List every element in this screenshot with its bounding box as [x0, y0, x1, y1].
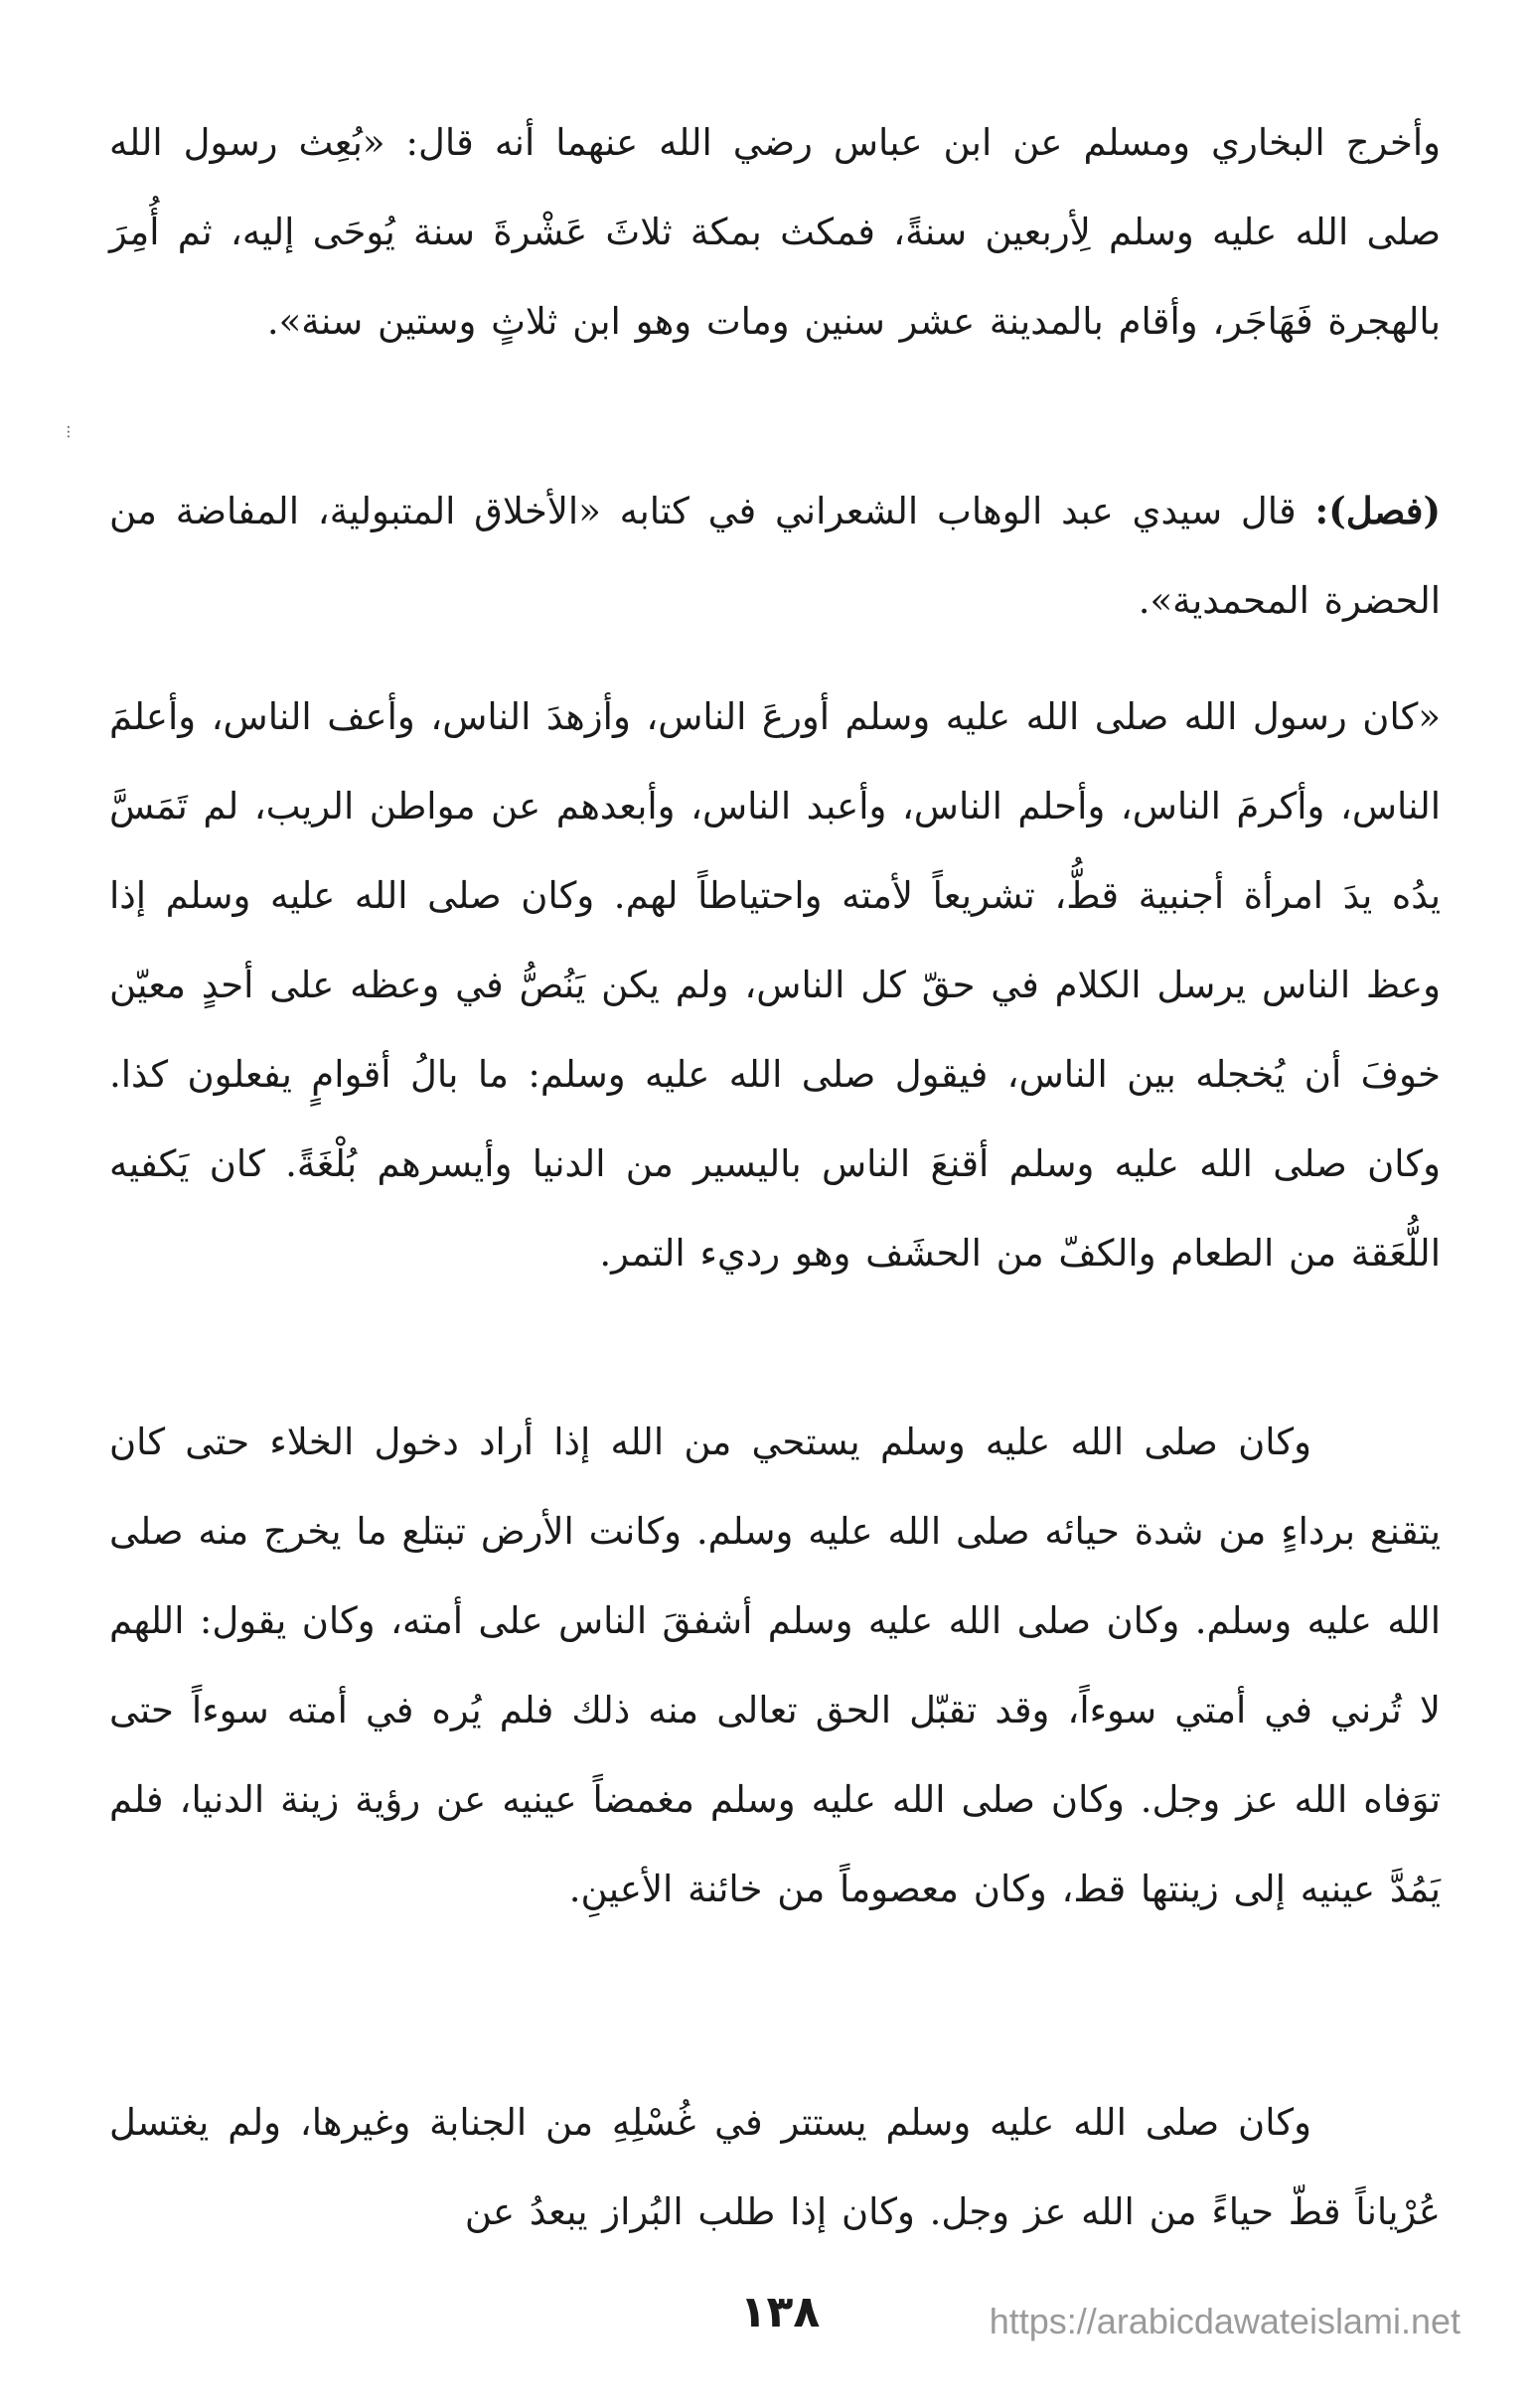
section-heading-body: قال سيدي عبد الوهاب الشعراني في كتابه «الأخلاق المتبولية، المفاضة من الحضرة المحمدية». [109, 490, 1441, 622]
paragraph-fasl [109, 466, 1441, 646]
paragraph-bukhari-narration: وأخرج البخاري ومسلم عن ابن عباس رضي الله عنهما أنه قال: «بُعِث رسول الله صلى الله عليه وسلم لِأربعين سنةً، فمكث بمكة ثلاثَ عَشْرةَ سنة يُوحَى إليه، ثم أُمِرَ بالهجرة فَهَاجَر، وأقام بالمدينة عشر سنين ومات وهو ابن ثلاثٍ وستين سنة». [109, 121, 1441, 343]
section-heading: (فصل): [1314, 489, 1441, 532]
paragraph-character: «كان رسول الله صلى الله عليه وسلم أورعَ الناس، وأزهدَ الناس، وأعف الناس، وأعلمَ الناس، وأكرمَ الناس، وأحلم الناس، وأعبد الناس، وأبعدهم عن مواطن الريب، لم تَمَسَّ يدُه يدَ امرأة أجنبية قطُّ، تشريعاً لأمته واحتياطاً لهم. وكان صلى الله عليه وسلم إذا وعظ الناس يرسل الكلام في حقّ كل الناس، ولم يكن يَنُصُّ في وعظه على أحدٍ معيّن خوفَ أن يُخجله بين الناس، فيقول صلى الله عليه وسلم: ما بالُ أقوامٍ يفعلون كذا. وكان صلى الله عليه وسلم أقنعَ الناس باليسير من الدنيا وأيسرهم بُلْغَةً. كان يَكفيه اللُّعَقة من الطعام والكفّ من الحشَف وهو رديء التمر. [109, 695, 1441, 1275]
paragraph-modesty: وكان صلى الله عليه وسلم يستحي من الله إذا أراد دخول الخلاء حتى كان يتقنع برداءٍ من شدة حيائه صلى الله عليه وسلم. وكانت الأرض تبتلع ما يخرج منه صلى الله عليه وسلم. وكان صلى الله عليه وسلم أشفقَ الناس على أمته، وكان يقول: اللهم لا تُرني في أمتي سوءاً، وقد تقبّل الحق تعالى منه ذلك فلم يُره في أمته سوءاً حتى توَفاه الله عز وجل. وكان صلى الله عليه وسلم مغمضاً عينيه عن رؤية زينة الدنيا، فلم يَمُدَّ عينيه إلى زينتها قط، وكان معصوماً من خائنة الأعينِ. [109, 1421, 1441, 1910]
paragraph-ghusl: وكان صلى الله عليه وسلم يستتر في غُسْلِهِ من الجنابة وغيرها، ولم يغتسل عُرْياناً قطّ حياءً من الله عز وجل. وكان إذا طلب البُراز يبعدُ عن [109, 2101, 1441, 2233]
margin-dots: ⋮ [62, 424, 76, 440]
watermark-url: https://arabicdawateislami.net [989, 2301, 1460, 2341]
page-number: ١٣٨ [739, 2287, 821, 2337]
